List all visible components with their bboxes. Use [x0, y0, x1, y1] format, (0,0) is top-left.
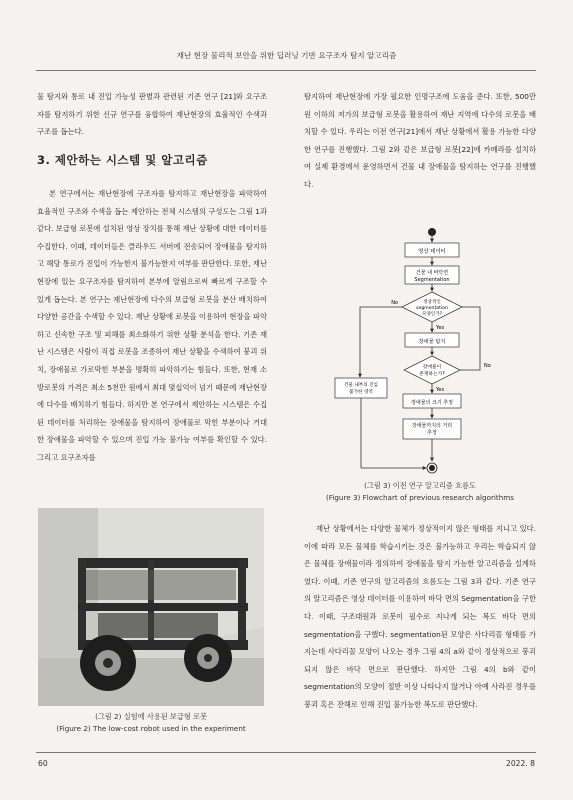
issue-date: 2022. 8: [506, 759, 535, 768]
svg-text:장애물의 크기 추정: 장애물의 크기 추정: [411, 400, 453, 406]
svg-text:영상 데이터: 영상 데이터: [418, 249, 446, 255]
svg-text:불가한 영역: 불가한 영역: [349, 390, 373, 395]
svg-text:추정: 추정: [427, 430, 437, 436]
svg-text:장애물이: 장애물이: [422, 365, 442, 370]
svg-text:정상적인: 정상적인: [423, 300, 441, 305]
running-head: 재난 현장 물리적 보안을 위한 딥러닝 기반 요구조자 탐지 알고리즘: [176, 51, 397, 60]
robot-photo-illustration: [38, 508, 264, 706]
figure3-caption: [300, 480, 540, 504]
figure2-caption-en: (Figure 2) The low-cost robot used in the experiment: [56, 724, 246, 733]
svg-text:Yes: Yes: [436, 387, 445, 393]
robot-photo: [38, 508, 264, 706]
left-body-paragraph: [37, 185, 267, 467]
svg-text:건물 내부의 진입: 건물 내부의 진입: [344, 383, 378, 388]
flowchart: [310, 225, 540, 475]
left-intro-paragraph: [37, 88, 267, 141]
right-intro-text: 탐지하여 재난현장에 가장 필요한 인명구조에 도움을 준다. 또한, 500만 원 이하의 저가의 보급형 로봇을 활용하여 재난 지역에 다수의 로봇을 배치할 수 있다. 우리는 이전 연구[21]에서 재난 상황에서 활용 가능한 다양한 연구를 진행했다. 그림 2와 같은 보급형 로봇[22]에 카메라를 설치하여 실제 환경에서 운영하면서 건물 내 장애물을 탐지하는 연구를 진행했다.: [304, 92, 536, 189]
start-node: [428, 228, 436, 236]
svg-text:Yes: Yes: [436, 325, 445, 331]
left-intro-text: 물 탐지와 통로 내 진입 가능성 판별과 관련된 기존 연구 [21]와 요구조자를 탐지하기 위한 신규 연구를 융합하여 재난현장의 효율적인 수색과 구조를 돕는다.: [37, 92, 267, 137]
svg-text:존재하는가?: 존재하는가?: [419, 372, 445, 377]
svg-text:장애물까지의 거리: 장애물까지의 거리: [411, 423, 453, 429]
svg-text:segmentation: segmentation: [416, 306, 448, 311]
right-intro-paragraph: [304, 88, 536, 194]
figure3-caption-en: (Figure 3) Flowchart of previous research algorithms: [325, 493, 515, 502]
svg-text:Segmentation: Segmentation: [414, 277, 450, 283]
figure3-caption-ko: (그림 3) 이전 연구 알고리즘 흐름도: [364, 481, 476, 490]
page-number: 60: [38, 759, 48, 768]
svg-text:장애물 탐지: 장애물 탐지: [418, 339, 446, 345]
svg-text:모양인가?: 모양인가?: [421, 312, 443, 317]
flowchart-diagram: [310, 225, 540, 475]
right-body-paragraph: [304, 520, 536, 714]
footer-rule: [36, 752, 536, 753]
node-impassable: [335, 378, 387, 398]
node-distance: [403, 419, 461, 439]
left-body-text: 본 연구에서는 재난현장에 구조자를 탐지하고 재난현장을 파악하여 효율적인 구조와 수색을 돕는 제안하는 전체 시스템의 구성도는 그림 1과 같다. 보급형 로봇에 설치된 영상 장치를 통해 재난 상황에 대한 데이터를 수집한다. 이때, 데이터들은 클라우드 서버에 전송되어 장애물을 탐지하고 해당 통로가 진입이 가능한지 불가능한지 여부를 판단한다. 또한, 재난 현장에 있는 요구조자를 탐지하여 본부에 알림으로써 빠르게 구조할 수 있게 돕는다. 본 연구는 재난현장에 다수의 보급형 로봇을 분산 배치하여 다양한 공간을 수색할 수 있다. 재난 상황에 로봇을 이용하여 현장을 파악하고 신속한 구조 및 피해를 최소화하기 위한 상황 분석을 한다. 기존 재난 시스템은 사람이 직접 로봇을 조종하여 재난 상황을 수색하여 붕괴 위치, 장애물로 가로막힌 부분을 명확히 파악하기는 힘들다. 또한, 현재 소방로봇의 가격은 최소 5천만 원에서 최대 몇십억이 넘기 때문에 재난현장에 다수를 배치하기 힘들다. 하지만 본 연구에서 제안하는 시스템은 수집된 데이터를 처리하는 장애물을 탐지하여 장애물로 막힌 부분이나 거대한 장애물을 파악할 수 있으며 진입 가능 불가능 여부를 확인할 수 있다. 그리고 요구조자를: [37, 189, 267, 462]
section-title: 3. 제안하는 시스템 및 알고리즘: [37, 153, 208, 167]
svg-text:No: No: [391, 300, 398, 306]
node-decision-obstacle: [404, 356, 460, 384]
figure2-caption-ko: (그림 2) 실험에 사용된 보급형 로봇: [95, 712, 207, 721]
figure2-caption: [38, 711, 264, 735]
header-rule: [36, 70, 536, 71]
svg-text:건물 내 바닥면: 건물 내 바닥면: [415, 270, 449, 276]
svg-text:No: No: [484, 363, 491, 369]
right-body-text: 재난 상황에서는 다양한 물체가 정상적이지 않은 형태를 지니고 있다. 이에 따라 모든 물체를 학습시키는 것은 불가능하고 우리는 학습되지 않은 물체를 장애물이라 정의하여 장애물을 탐지 가능한 알고리즘을 설계하였다. 이때, 기존 연구의 알고리즘의 흐름도는 그림 3과 같다. 기존 연구의 알고리즘은 영상 데이터를 이용하여 바닥 면의 Segmentation을 구한다. 이때, 구조대원과 로봇이 필수로 지나게 되는 복도 바닥 면의 segmentation을 구했다. segmentation된 모양은 사다리꼴 형태를 가지는데 사다리꼴 모양이 나오는 경우 그림 4의 a와 같이 정상적으로 붕괴되지 않은 바닥 면으로 판단했다. 하지만 그림 4의 b와 같이 segmentation의 모양이 절반 이상 나타나지 않거나 아예 사라진 경우를 붕괴 혹은 잔해로 인해 진입 불가능한 복도로 판단했다.: [304, 524, 536, 709]
